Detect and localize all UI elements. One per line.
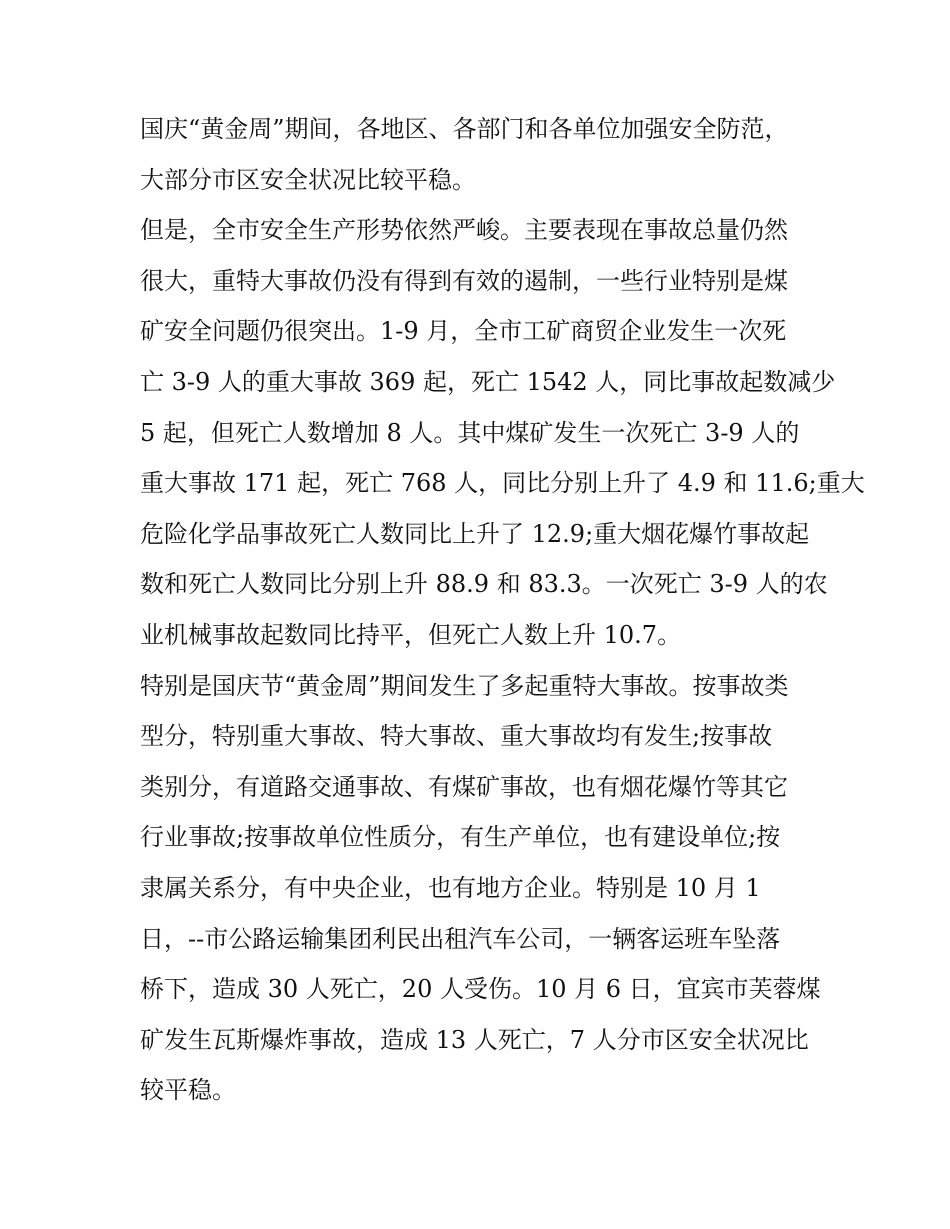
text-line: 特别是国庆节“黄金周”期间发生了多起重特大事故。按事故类 xyxy=(140,671,789,700)
text-line: 较平稳。 xyxy=(140,1076,236,1105)
text-line: 矿安全问题仍很突出。1-9 月，全市工矿商贸企业发生一次死 xyxy=(140,317,787,346)
text-line: 业机械事故起数同比持平，但死亡人数上升 10.7。 xyxy=(140,620,682,649)
text-line: 很大，重特大事故仍没有得到有效的遏制，一些行业特别是煤 xyxy=(140,266,788,295)
text-line: 亡 3-9 人的重大事故 369 起，死亡 1542 人，同比事故起数减少 xyxy=(140,367,836,396)
text-line: 5 起，但死亡人数增加 8 人。其中煤矿发生一次死亡 3-9 人的 xyxy=(140,418,800,447)
text-line: 国庆“黄金周”期间，各地区、各部门和各单位加强安全防范， xyxy=(140,115,789,143)
text-line: 但是，全市安全生产形势依然严峻。主要表现在事故总量仍然 xyxy=(140,216,788,245)
document-body xyxy=(140,104,865,1116)
text-line: 危险化学品事故死亡人数同比上升了 12.9;重大烟花爆竹事故起 xyxy=(140,519,810,548)
text-line: 隶属关系分，有中央企业，也有地方企业。特别是 10 月 1 xyxy=(140,873,761,902)
text-line: 类别分，有道路交通事故、有煤矿事故，也有烟花爆竹等其它 xyxy=(140,772,788,801)
text-line: 行业事故;按事故单位性质分，有生产单位，也有建设单位;按 xyxy=(140,823,781,852)
text-line: 数和死亡人数同比分别上升 88.9 和 83.3。一次死亡 3-9 人的农 xyxy=(140,570,828,599)
text-line: 型分，特别重大事故、特大事故、重大事故均有发生;按事故 xyxy=(140,722,773,751)
text-line: 桥下，造成 30 人死亡，20 人受伤。10 月 6 日，宜宾市芙蓉煤 xyxy=(140,975,821,1004)
text-line: 大部分市区安全状况比较平稳。 xyxy=(140,165,476,194)
text-line: 日，--市公路运输集团利民出租汽车公司，一辆客运班车坠落 xyxy=(140,924,781,953)
text-line: 矿发生瓦斯爆炸事故，造成 13 人死亡，7 人分市区安全状况比 xyxy=(140,1025,809,1054)
text-line: 重大事故 171 起，死亡 768 人，同比分别上升了 4.9 和 11.6;重大 xyxy=(140,469,865,498)
